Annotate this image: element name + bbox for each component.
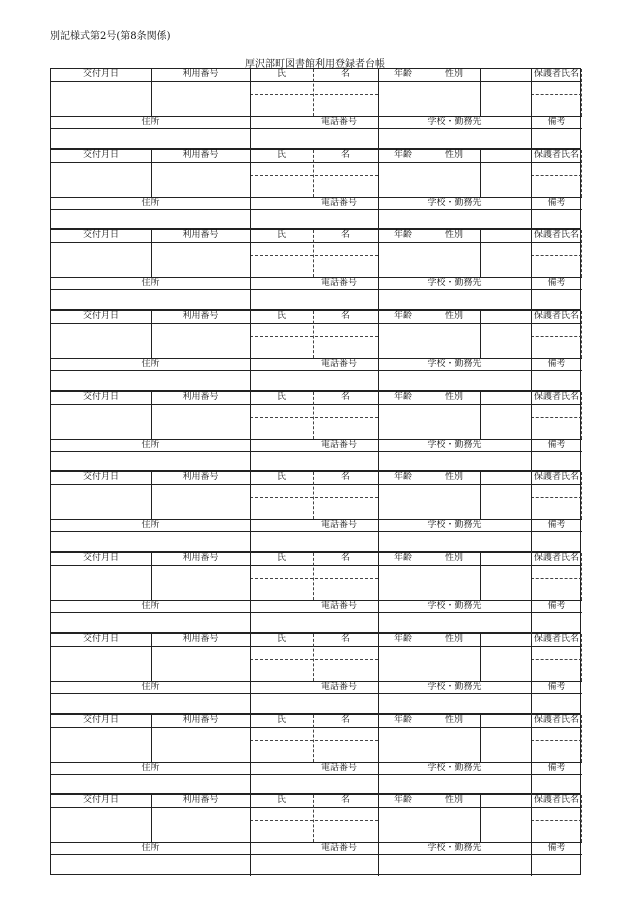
registration-record	[50, 633, 581, 714]
given-name-header: 名	[340, 553, 350, 564]
surname-header: 氏	[276, 391, 286, 402]
address-header: 住所	[141, 681, 160, 692]
guardian-name-header: 保護者氏名	[533, 633, 579, 644]
surname-header: 氏	[276, 472, 286, 483]
school-work-header: 学校・勤務先	[427, 439, 482, 450]
registration-record	[50, 391, 581, 472]
school-work-header: 学校・勤務先	[427, 681, 482, 692]
remarks-header: 備考	[547, 681, 566, 692]
issue-date-header: 交付月日	[82, 714, 119, 725]
registration-ledger	[50, 68, 581, 875]
given-name-header: 名	[340, 311, 350, 322]
guardian-name-header: 保護者氏名	[533, 553, 579, 564]
document-title: 厚沢部町図書館利用登録者台帳	[245, 59, 385, 70]
age-header: 年齢	[393, 714, 412, 725]
school-work-header: 学校・勤務先	[427, 520, 482, 531]
surname-header: 氏	[276, 553, 286, 564]
sex-header: 性別	[444, 69, 463, 79]
given-name-header: 名	[340, 69, 350, 79]
address-header: 住所	[141, 762, 160, 773]
surname-header: 氏	[276, 230, 286, 241]
guardian-name-header: 保護者氏名	[533, 472, 579, 483]
guardian-name-header: 保護者氏名	[533, 391, 579, 402]
age-header: 年齢	[393, 795, 412, 806]
phone-header: 電話番号	[320, 843, 357, 854]
given-name-header: 名	[340, 149, 350, 160]
phone-header: 電話番号	[320, 762, 357, 773]
guardian-name-header: 保護者氏名	[533, 230, 579, 241]
age-header: 年齢	[393, 69, 412, 79]
issue-date-header: 交付月日	[82, 795, 119, 806]
sex-header: 性別	[444, 311, 463, 322]
surname-header: 氏	[276, 311, 286, 322]
user-number-header: 利用番号	[182, 795, 219, 806]
age-header: 年齢	[393, 391, 412, 402]
user-number-header: 利用番号	[182, 472, 219, 483]
address-header: 住所	[141, 117, 160, 127]
sex-header: 性別	[444, 795, 463, 806]
age-header: 年齢	[393, 149, 412, 160]
registration-record	[50, 714, 581, 795]
school-work-header: 学校・勤務先	[427, 359, 482, 370]
registration-record	[50, 310, 581, 391]
address-header: 住所	[141, 197, 160, 208]
age-header: 年齢	[393, 553, 412, 564]
phone-header: 電話番号	[320, 520, 357, 531]
age-header: 年齢	[393, 472, 412, 483]
user-number-header: 利用番号	[182, 230, 219, 241]
issue-date-header: 交付月日	[82, 149, 119, 160]
registration-record	[50, 149, 581, 230]
guardian-name-header: 保護者氏名	[533, 69, 579, 79]
phone-header: 電話番号	[320, 278, 357, 289]
user-number-header: 利用番号	[182, 553, 219, 564]
age-header: 年齢	[393, 633, 412, 644]
guardian-name-header: 保護者氏名	[533, 795, 579, 806]
phone-header: 電話番号	[320, 197, 357, 208]
issue-date-header: 交付月日	[82, 69, 119, 79]
surname-header: 氏	[276, 795, 286, 806]
school-work-header: 学校・勤務先	[427, 117, 482, 127]
phone-header: 電話番号	[320, 359, 357, 370]
remarks-header: 備考	[547, 762, 566, 773]
school-work-header: 学校・勤務先	[427, 843, 482, 854]
user-number-header: 利用番号	[182, 714, 219, 725]
surname-header: 氏	[276, 714, 286, 725]
phone-header: 電話番号	[320, 681, 357, 692]
user-number-header: 利用番号	[182, 633, 219, 644]
given-name-header: 名	[340, 795, 350, 806]
user-number-header: 利用番号	[182, 69, 219, 79]
sex-header: 性別	[444, 553, 463, 564]
sex-header: 性別	[444, 472, 463, 483]
remarks-header: 備考	[547, 278, 566, 289]
school-work-header: 学校・勤務先	[427, 601, 482, 612]
given-name-header: 名	[340, 633, 350, 644]
issue-date-header: 交付月日	[82, 230, 119, 241]
surname-header: 氏	[276, 149, 286, 160]
phone-header: 電話番号	[320, 601, 357, 612]
given-name-header: 名	[340, 391, 350, 402]
remarks-header: 備考	[547, 601, 566, 612]
address-header: 住所	[141, 843, 160, 854]
remarks-header: 備考	[547, 520, 566, 531]
sex-header: 性別	[444, 149, 463, 160]
sex-header: 性別	[444, 230, 463, 241]
phone-header: 電話番号	[320, 439, 357, 450]
sex-header: 性別	[444, 391, 463, 402]
issue-date-header: 交付月日	[82, 391, 119, 402]
age-header: 年齢	[393, 311, 412, 322]
guardian-name-header: 保護者氏名	[533, 714, 579, 725]
registration-record	[50, 68, 581, 149]
given-name-header: 名	[340, 714, 350, 725]
remarks-header: 備考	[547, 359, 566, 370]
remarks-header: 備考	[547, 197, 566, 208]
given-name-header: 名	[340, 472, 350, 483]
address-header: 住所	[141, 439, 160, 450]
registration-record	[50, 794, 581, 875]
issue-date-header: 交付月日	[82, 553, 119, 564]
registration-record	[50, 229, 581, 310]
guardian-name-header: 保護者氏名	[533, 311, 579, 322]
user-number-header: 利用番号	[182, 391, 219, 402]
sex-header: 性別	[444, 633, 463, 644]
school-work-header: 学校・勤務先	[427, 762, 482, 773]
address-header: 住所	[141, 520, 160, 531]
issue-date-header: 交付月日	[82, 633, 119, 644]
registration-record	[50, 552, 581, 633]
issue-date-header: 交付月日	[82, 472, 119, 483]
remarks-header: 備考	[547, 439, 566, 450]
user-number-header: 利用番号	[182, 311, 219, 322]
address-header: 住所	[141, 278, 160, 289]
form-label: 別記様式第2号(第8条関係)	[50, 31, 171, 42]
remarks-header: 備考	[547, 843, 566, 854]
school-work-header: 学校・勤務先	[427, 197, 482, 208]
given-name-header: 名	[340, 230, 350, 241]
surname-header: 氏	[276, 633, 286, 644]
address-header: 住所	[141, 359, 160, 370]
remarks-header: 備考	[547, 117, 566, 127]
phone-header: 電話番号	[320, 117, 357, 127]
address-header: 住所	[141, 601, 160, 612]
registration-record	[50, 471, 581, 552]
surname-header: 氏	[276, 69, 286, 79]
sex-header: 性別	[444, 714, 463, 725]
issue-date-header: 交付月日	[82, 311, 119, 322]
school-work-header: 学校・勤務先	[427, 278, 482, 289]
age-header: 年齢	[393, 230, 412, 241]
guardian-name-header: 保護者氏名	[533, 149, 579, 160]
user-number-header: 利用番号	[182, 149, 219, 160]
